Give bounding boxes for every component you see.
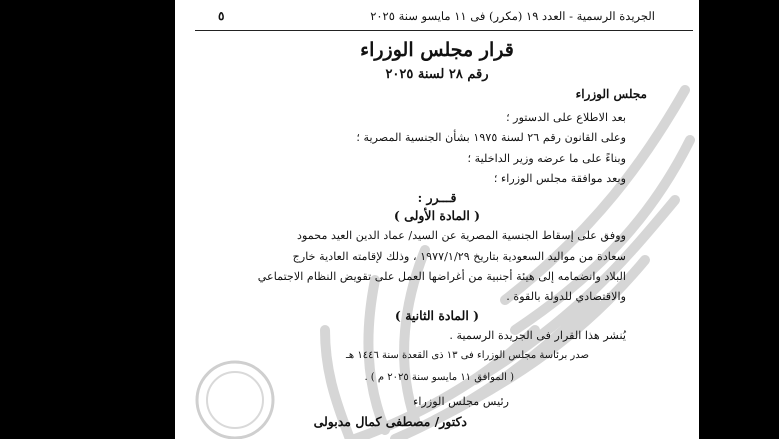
page-number: ٥ (218, 9, 225, 23)
decree-title: قرار مجلس الوزراء (360, 39, 514, 61)
preamble-line: وعلى القانون رقم ٢٦ لسنة ١٩٧٥ بشأن الجنسية المصرية ؛ (356, 131, 626, 144)
document-page (175, 0, 699, 439)
article-1-line: والاقتصادي للدولة بالقوة . (506, 290, 626, 303)
article-1-heading: ( المادة الأولى ) (393, 208, 481, 223)
signatory-name: دكتور/ مصطفى كمال مدبولى (313, 414, 467, 429)
corresponding-date: ( الموافق ١١ مايسو سنة ٢٠٢٥ م ) . (364, 372, 514, 383)
article-1-line: سعادة من مواليد السعودية بتاريخ ١٩٧٧/١/٢٩ ، وذلك لإقامته العادية خارج (292, 250, 626, 263)
decided-label: قـــرر : (417, 190, 457, 205)
preamble-line: بعد الاطلاع على الدستور ؛ (506, 111, 626, 124)
running-header: الجريدة الرسمية - العدد ١٩ (مكرر) فى ١١ مايسو سنة ٢٠٢٥ (370, 9, 655, 23)
header-rule (195, 30, 693, 31)
signatory-role: رئيس مجلس الوزراء (413, 395, 509, 408)
article-2-heading: ( المادة الثانية ) (394, 308, 480, 323)
preamble-line: وبناءً على ما عرضه وزير الداخلية ؛ (467, 152, 626, 165)
article-1-line: ووفق على إسقاط الجنسية المصرية عن السيد/ عماد الدين العيد محمود (297, 229, 626, 242)
decree-number: رقم ٢٨ لسنة ٢٠٢٥ (385, 67, 489, 82)
article-2-text: يُنشر هذا القرار فى الجريدة الرسمية . (449, 329, 626, 342)
right-black-margin (699, 0, 779, 439)
article-1-line: البلاد وانضمامه إلى هيئة أجنبية من أغراضها العمل على تقويض النظام الاجتماعي (257, 270, 626, 283)
issuance-line: صدر برئاسة مجلس الوزراء فى ١٣ ذى القعدة سنة ١٤٤٦ هـ (345, 350, 589, 361)
preamble-line: وبعد موافقة مجلس الوزراء ؛ (493, 172, 626, 185)
issuing-authority: مجلس الوزراء (575, 87, 647, 101)
left-black-margin (0, 0, 175, 439)
